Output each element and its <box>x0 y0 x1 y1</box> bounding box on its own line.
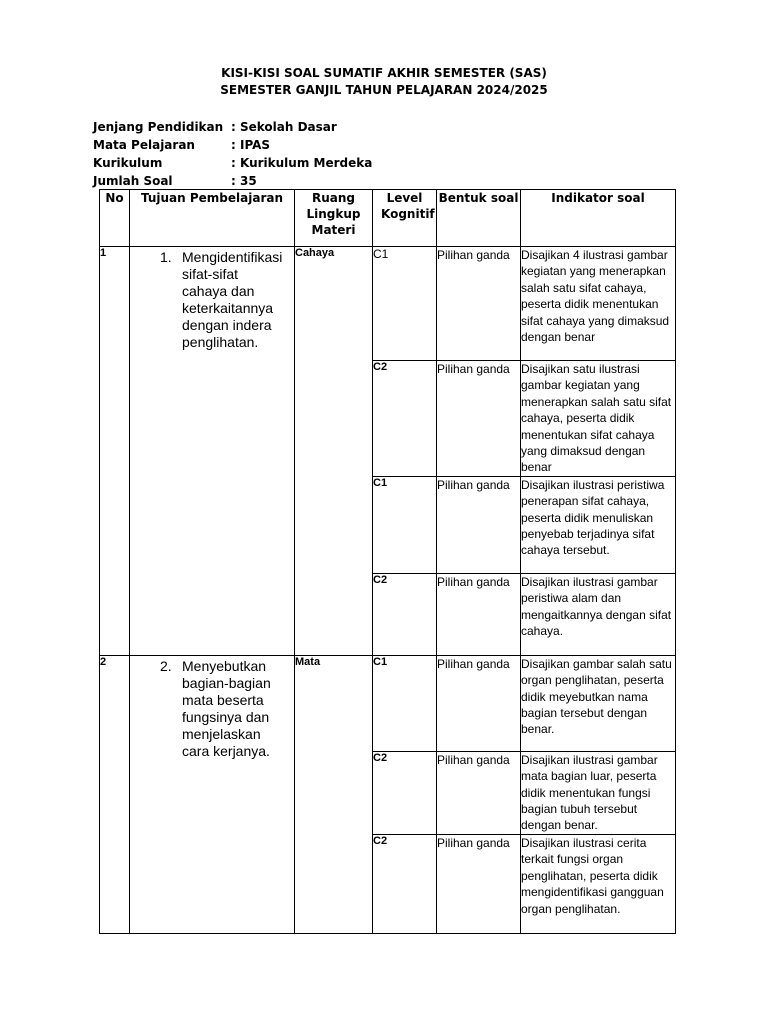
indikator-cell: Disajikan 4 ilustrasi gambar kegiatan yang menerapkan salah satu sifat cahaya, peserta didik menentukan sifat cahaya yang dimaksud dengan benar <box>521 247 676 361</box>
document-title: KISI-KISI SOAL SUMATIF AKHIR SEMESTER (SAS) <box>221 66 547 80</box>
table-row <box>100 655 676 751</box>
table-row <box>100 247 676 361</box>
level-cell: C2 <box>373 751 437 834</box>
header-bentuk: Bentuk soal <box>437 190 521 247</box>
meta-label: Jenjang Pendidikan <box>93 120 224 134</box>
indikator-cell: Disajikan gambar salah satu organ penglihatan, peserta didik meyebutkan nama bagian tersebut dengan benar. <box>521 655 676 751</box>
ruang-lingkup-cell: Mata <box>295 655 373 933</box>
meta-label: Jumlah Soal <box>93 174 173 188</box>
ruang-lingkup-cell: Cahaya <box>295 247 373 656</box>
bentuk-cell: Pilihan ganda <box>437 247 521 361</box>
tujuan-text: Menyebutkan bagian-bagian mata beserta fungsinya dan menjelaskan cara kerjanya. <box>182 657 271 759</box>
meta-value: : Sekolah Dasar <box>231 120 337 134</box>
header-tujuan: Tujuan Pembelajaran <box>130 190 295 247</box>
indikator-cell: Disajikan ilustrasi gambar mata bagian luar, peserta didik menentukan fungsi bagian tubuh tersebut dengan benar. <box>521 751 676 834</box>
meta-row-jumlah-soal <box>93 172 372 190</box>
meta-value: : 35 <box>231 174 257 188</box>
meta-row-kurikulum <box>93 154 372 172</box>
header-ruang: Ruang Lingkup Materi <box>295 190 373 247</box>
indikator-cell: Disajikan satu ilustrasi gambar kegiatan yang menerapkan salah satu sifat cahaya, peserta didik menentukan sifat cahaya yang dimaksud dengan benar <box>521 361 676 477</box>
indikator-cell: Disajikan ilustrasi cerita terkait fungsi organ penglihatan, peserta didik mengidentifikasi gangguan organ penglihatan. <box>521 834 676 933</box>
document-meta <box>93 118 372 190</box>
indikator-cell: Disajikan ilustrasi peristiwa penerapan sifat cahaya, peserta didik menuliskan penyebab terjadinya sifat cahaya tersebut. <box>521 476 676 573</box>
tujuan-number: 2. <box>160 657 172 674</box>
document-subtitle: SEMESTER GANJIL TAHUN PELAJARAN 2024/2025 <box>220 83 548 97</box>
tujuan-cell <box>130 655 295 933</box>
kisi-table <box>99 189 676 934</box>
level-cell: C2 <box>373 834 437 933</box>
bentuk-cell: Pilihan ganda <box>437 573 521 655</box>
level-cell: C1 <box>373 655 437 751</box>
tujuan-text: Mengidentifikasi sifat-sifat cahaya dan keterkaitannya dengan indera penglihatan. <box>182 249 283 350</box>
row-number: 1 <box>100 247 130 656</box>
meta-label: Kurikulum <box>93 156 163 170</box>
meta-row-mapel <box>93 136 372 154</box>
level-cell: C1 <box>373 476 437 573</box>
header-no: No <box>100 190 130 247</box>
header-level: Level Kognitif <box>373 190 437 247</box>
meta-label: Mata Pelajaran <box>93 138 195 152</box>
bentuk-cell: Pilihan ganda <box>437 655 521 751</box>
bentuk-cell: Pilihan ganda <box>437 751 521 834</box>
row-number: 2 <box>100 655 130 933</box>
meta-value: : IPAS <box>231 138 271 152</box>
level-cell: C1 <box>373 247 437 361</box>
level-cell: C2 <box>373 361 437 477</box>
tujuan-number: 1. <box>160 249 172 265</box>
meta-value: : Kurikulum Merdeka <box>231 156 373 170</box>
tujuan-cell <box>130 247 295 656</box>
bentuk-cell: Pilihan ganda <box>437 834 521 933</box>
indikator-cell: Disajikan ilustrasi gambar peristiwa alam dan mengaitkannya dengan sifat cahaya. <box>521 573 676 655</box>
bentuk-cell: Pilihan ganda <box>437 361 521 477</box>
header-indikator: Indikator soal <box>521 190 676 247</box>
level-cell: C2 <box>373 573 437 655</box>
table-header-row <box>100 190 676 247</box>
bentuk-cell: Pilihan ganda <box>437 476 521 573</box>
meta-row-jenjang <box>93 118 372 136</box>
